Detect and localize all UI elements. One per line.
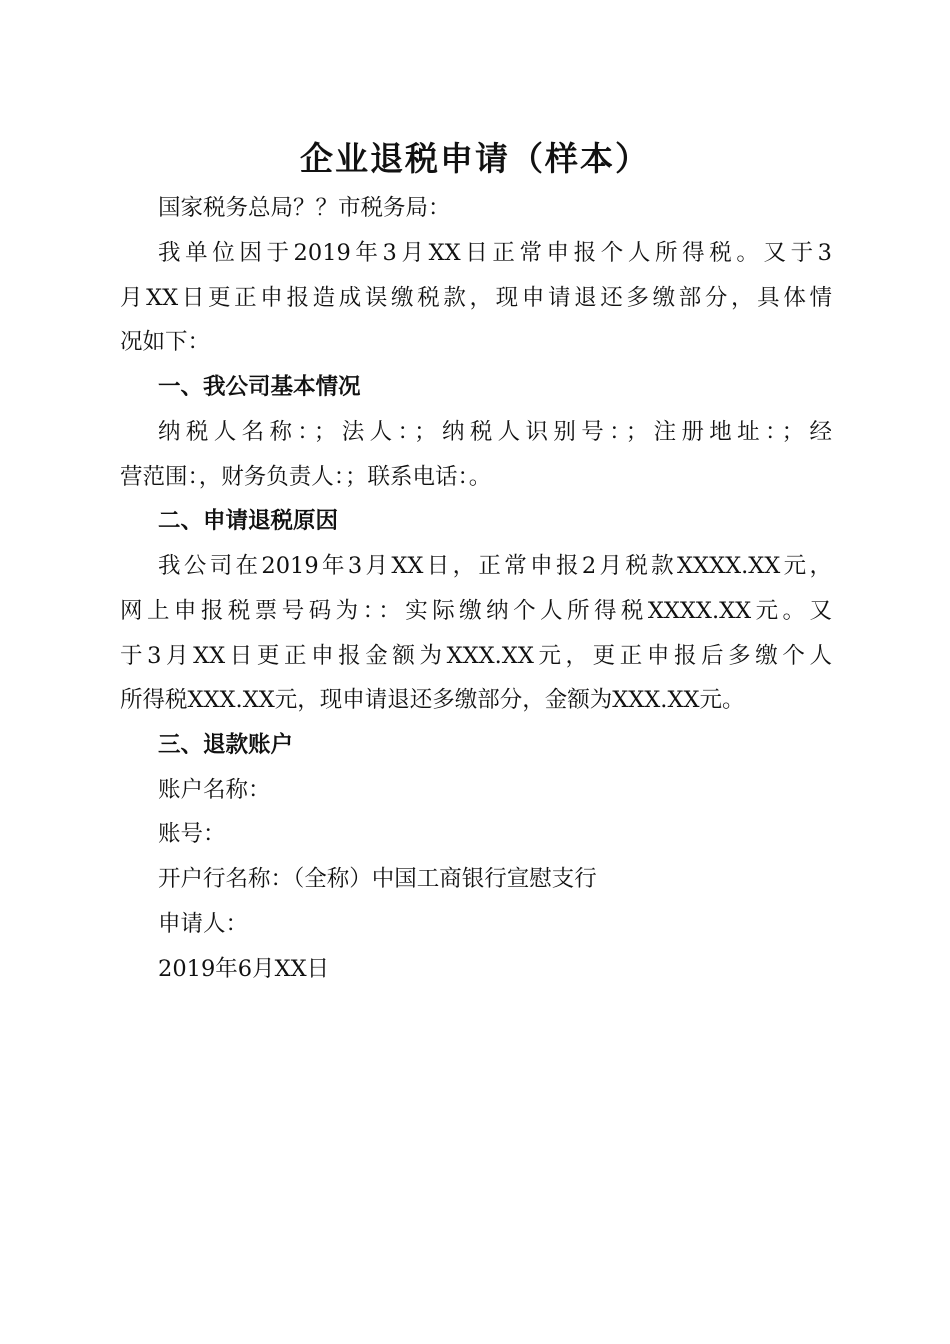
document-title: 企业退税申请（样本） bbox=[300, 139, 650, 178]
section-1-line-1: 纳税人名称：；法人：；纳税人识别号：；注册地址：；经 bbox=[158, 419, 832, 445]
section-2-heading: 二、申请退税原因 bbox=[158, 508, 339, 534]
section-1-heading: 一、我公司基本情况 bbox=[158, 374, 361, 400]
account-number: 账号： bbox=[158, 821, 226, 847]
section-2-line-4: 所得税XXX.XX元，现申请退还多缴部分，金额为XXX.XX元。 bbox=[120, 687, 745, 713]
section-1-line-2: 营范围：，财务负责人：；联系电话：。 bbox=[120, 464, 492, 490]
account-name: 账户名称： bbox=[158, 777, 271, 803]
bank-name: 开户行名称：（全称）中国工商银行宣慰支行 bbox=[158, 866, 597, 892]
addressee: 国家税务总局？？市税务局： bbox=[158, 195, 451, 221]
section-2-line-3: 于3月XX日更正申报金额为XXX.XX元，更正申报后多缴个人 bbox=[120, 643, 832, 669]
intro-line-1: 我单位因于2019年3月XX日正常申报个人所得税。又于3 bbox=[158, 240, 832, 266]
intro-line-3: 况如下： bbox=[120, 329, 211, 355]
intro-line-2: 月XX日更正申报造成误缴税款，现申请退还多缴部分，具体情 bbox=[120, 285, 832, 311]
applicant: 申请人： bbox=[158, 911, 249, 937]
section-3-heading: 三、退款账户 bbox=[158, 732, 294, 758]
application-date: 2019年6月XX日 bbox=[158, 956, 330, 982]
section-2-line-1: 我公司在2019年3月XX日，正常申报2月税款XXXX.XX元， bbox=[158, 553, 832, 579]
section-2-line-2: 网上申报税票号码为：：实际缴纳个人所得税XXXX.XX元。又 bbox=[120, 598, 832, 624]
